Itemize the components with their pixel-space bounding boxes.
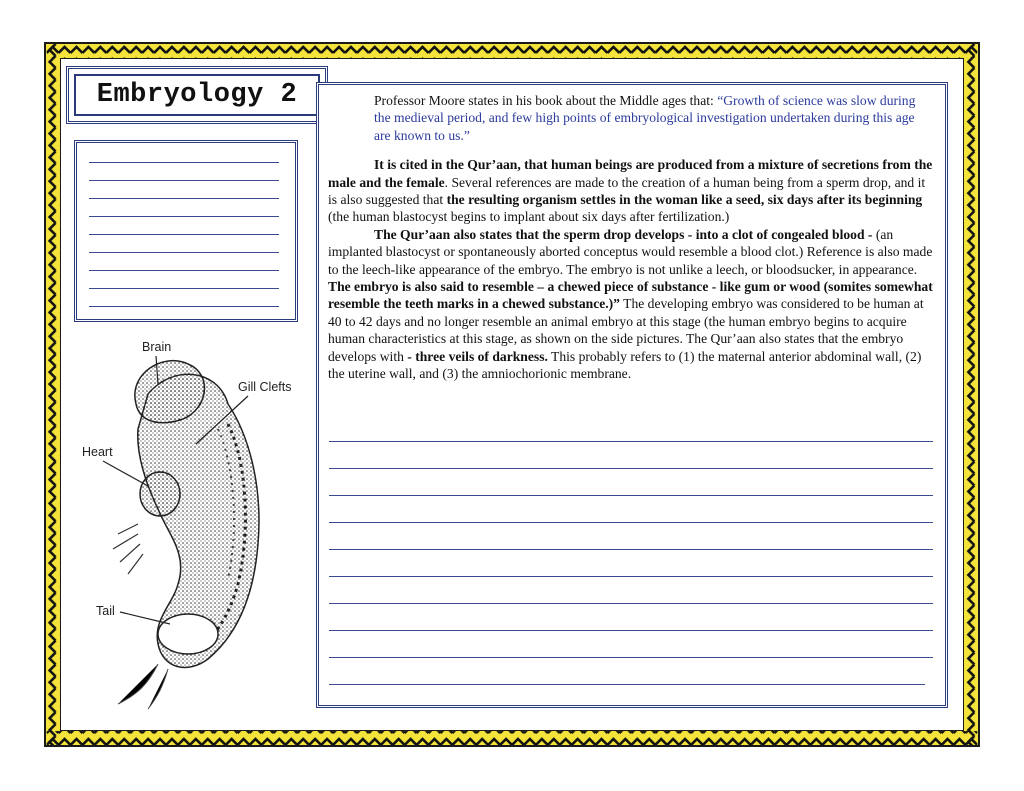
writing-line xyxy=(329,630,933,631)
page-title: Embryology 2 xyxy=(96,80,298,110)
p2-text-2: The developing embryo was considered to be human at 40 to 42 days and no longer resemble an animal embryo at this stage (the human embryo begins to acquire human characteristics at this stage, as shown on the side pictures. The Qur’aan also states that the embryo develops with xyxy=(328,296,924,364)
writing-line xyxy=(329,549,933,550)
label-tail: Tail xyxy=(96,604,115,618)
notes-line xyxy=(89,288,279,289)
p2-text-1: (an implanted blastocyst or spontaneously aborted conceptus would resemble a blood clot.) Reference is also made to the leech-like appearance of the embryo. The embryo is not unlike a leech, or bloodsucker, in appearance. xyxy=(328,226,933,277)
writing-line xyxy=(329,576,933,577)
notes-box xyxy=(74,140,298,322)
writing-line xyxy=(329,657,933,658)
writing-line xyxy=(329,495,933,496)
notes-line xyxy=(89,270,279,271)
notes-line xyxy=(89,306,279,307)
notes-line xyxy=(89,198,279,199)
p2-text-3: This probably refers to (1) the maternal anterior abdominal wall, (2) the uterine wall, and (3) the amniochorionic membrane. xyxy=(328,348,922,382)
notes-line xyxy=(89,234,279,235)
title-box xyxy=(66,66,328,124)
writing-line xyxy=(329,603,933,604)
notes-line xyxy=(89,180,279,181)
paragraph-1 xyxy=(328,156,936,226)
notes-line xyxy=(89,216,279,217)
main-text xyxy=(328,92,936,383)
p2-bold-3: - three veils of darkness. xyxy=(407,348,548,364)
writing-line xyxy=(329,522,933,523)
p2-bold-1: The Qur’aan also states that the sperm drop develops - into a clot of congealed blood - xyxy=(374,226,873,242)
label-gill-clefts: Gill Clefts xyxy=(238,380,292,394)
p1-text-1: . Several references are made to the creation of a human being from a sperm drop, and it is also suggested that xyxy=(328,174,926,208)
moore-quote xyxy=(374,92,929,144)
label-brain: Brain xyxy=(142,340,172,354)
embryo-illustration xyxy=(78,334,306,712)
quote-lead: Professor Moore states in his book about the Middle ages that: xyxy=(374,93,718,108)
writing-line xyxy=(329,468,933,469)
label-heart: Heart xyxy=(82,445,113,459)
writing-line xyxy=(329,441,933,442)
notes-line xyxy=(89,252,279,253)
quote-text: “Growth of science was slow during the medieval period, and few high points of embryological investigation undertaken during this age are known to us.” xyxy=(374,93,916,143)
p2-bold-2: The embryo is also said to resemble – a chewed piece of substance - like gum or wood (somites somewhat resemble the teeth marks in a chewed substance.)” xyxy=(328,279,933,312)
writing-line xyxy=(329,684,925,685)
p1-bold-1: It is cited in the Qur’aan, that human beings are produced from a mixture of secretions from the male and the female xyxy=(328,157,933,190)
p1-text-2: (the human blastocyst begins to implant about six days after fertilization.) xyxy=(328,209,730,225)
p1-bold-2: the resulting organism settles in the woman like a seed, six days after its beginning xyxy=(446,192,923,208)
paragraph-2 xyxy=(328,226,936,383)
notes-line xyxy=(89,162,279,163)
